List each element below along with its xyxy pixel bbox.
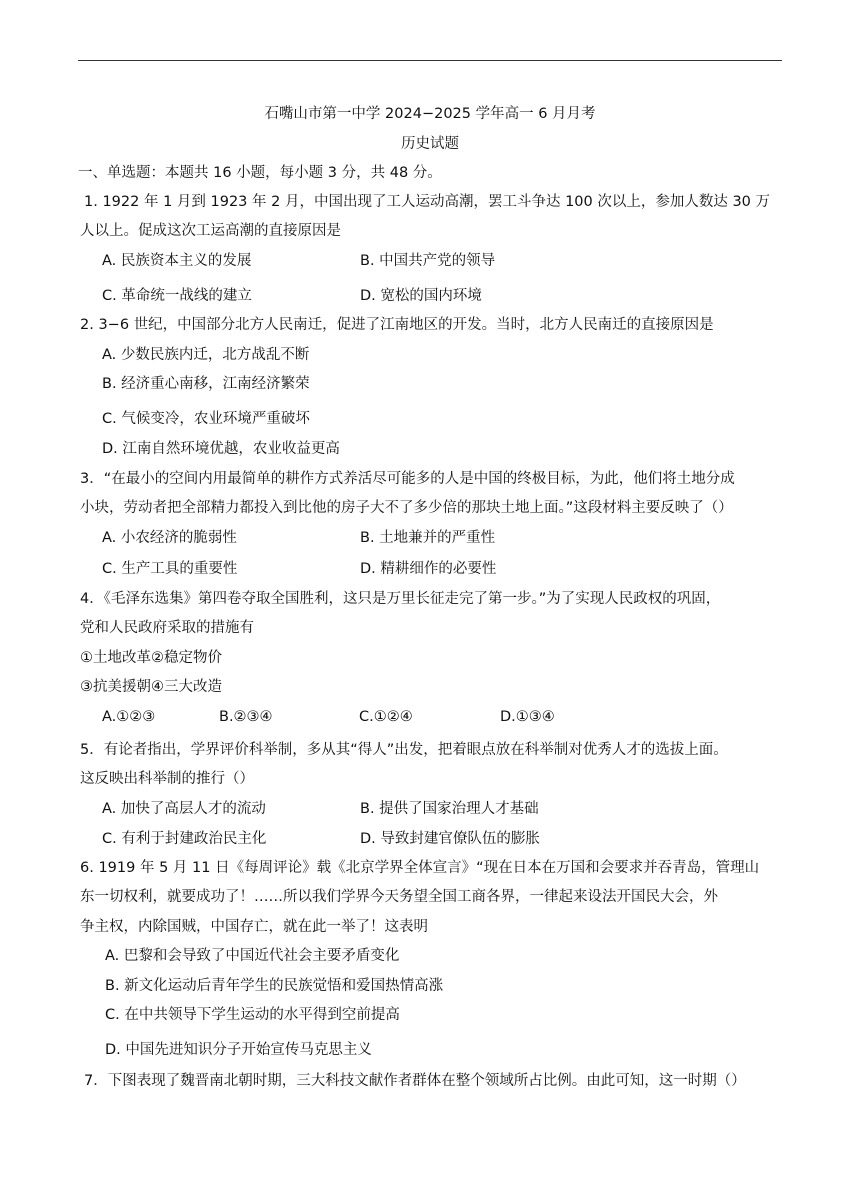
q4-line3: ①土地改革②稳定物价: [80, 650, 222, 666]
q6-option-a: A. 巴黎和会导致了中国近代社会主要矛盾变化: [105, 948, 400, 964]
q3-option-a: A. 小农经济的脆弱性: [102, 530, 237, 546]
q4-option-d: D.①③④: [500, 709, 555, 725]
q3-line2: 小块，劳动者把全部精力都投入到比他的房子大不了多少倍的那块土地上面。”这段材料主要反映了（）: [80, 500, 733, 516]
q3-option-c: C. 生产工具的重要性: [102, 561, 238, 577]
q4-line4: ③抗美援朝④三大改造: [80, 679, 222, 695]
q5-line1: 5．有论者指出，学界评价科举制，多从其“得人”出发，把着眼点放在科举制对优秀人才的选拔上面。: [80, 742, 728, 758]
q5-option-d: D. 导致封建官僚队伍的膨胀: [360, 831, 540, 847]
q5-option-a: A. 加快了高层人才的流动: [102, 801, 266, 817]
q4-option-c: C.①②④: [359, 709, 413, 725]
q4-line1: 4．《毛泽东选集》第四卷夺取全国胜利，这只是万里长征走完了第一步。”为了实现人民政权的巩固，: [80, 591, 721, 607]
q2-option-d: D. 江南自然环境优越，农业收益更高: [102, 441, 340, 457]
q5-option-c: C. 有利于封建政治民主化: [102, 831, 267, 847]
q6-line1: 6. 1919 年 5 月 11 日《每周评论》载《北京学界全体宣言》“现在日本在万国和会要求并吞青岛，管理山: [80, 860, 760, 876]
q3-line1: 3．“在最小的空间内用最简单的耕作方式养活尽可能多的人是中国的终极目标，为此，他们将土地分成: [80, 471, 735, 487]
q4-option-b: B.②③④: [219, 709, 273, 725]
exam-subtitle: 历史试题: [401, 136, 459, 152]
q2-option-b: B. 经济重心南移，江南经济繁荣: [102, 376, 310, 392]
q4-line2: 党和人民政府采取的措施有: [80, 620, 254, 636]
q1-line1: 1. 1922 年 1 月到 1923 年 2 月，中国出现了工人运动高潮，罢工斗争达 100 次以上，参加人数达 30 万: [84, 194, 771, 210]
section-heading: 一、单选题：本题共 16 小题，每小题 3 分，共 48 分。: [78, 165, 442, 181]
q1-option-d: D. 宽松的国内环境: [360, 288, 482, 304]
q6-option-d: D. 中国先进知识分子开始宣传马克思主义: [105, 1042, 372, 1058]
q6-option-c: C. 在中共领导下学生运动的水平得到空前提高: [105, 1007, 400, 1023]
exam-title: 石嘴山市第一中学 2024−2025 学年高一 6 月月考: [264, 106, 596, 122]
q3-option-b: B. 土地兼并的严重性: [360, 530, 496, 546]
q6-option-b: B. 新文化运动后青年学生的民族觉悟和爱国热情高涨: [105, 978, 444, 994]
q5-line2: 这反映出科举制的推行（）: [80, 771, 254, 787]
q5-option-b: B. 提供了国家治理人才基础: [360, 801, 539, 817]
q1-option-a: A. 民族资本主义的发展: [102, 253, 252, 269]
q1-option-c: C. 革命统一战线的建立: [102, 288, 252, 304]
q7-line1: 7．下图表现了魏晋南北朝时期，三大科技文献作者群体在整个领域所占比例。由此可知，这一时期（）: [84, 1073, 746, 1089]
q4-option-a: A.①②③: [102, 709, 156, 725]
q2-option-a: A. 少数民族内迁，北方战乱不断: [102, 347, 310, 363]
q6-line3: 争主权，内除国贼，中国存亡，就在此一举了！这表明: [80, 919, 428, 935]
q1-option-b: B. 中国共产党的领导: [360, 253, 496, 269]
q3-option-d: D. 精耕细作的必要性: [360, 561, 497, 577]
q1-line2: 人以上。促成这次工运高潮的直接原因是: [80, 223, 341, 239]
q2-line1: 2. 3−6 世纪，中国部分北方人民南迁，促进了江南地区的开发。当时，北方人民南迁的直接原因是: [80, 317, 714, 333]
q2-option-c: C. 气候变冷，农业环境严重破坏: [102, 411, 310, 427]
q6-line2: 东一切权利，就要成功了！……所以我们学界今天务望全国工商各界，一律起来设法开国民大会，外: [80, 889, 718, 905]
header-rule: [78, 60, 782, 61]
